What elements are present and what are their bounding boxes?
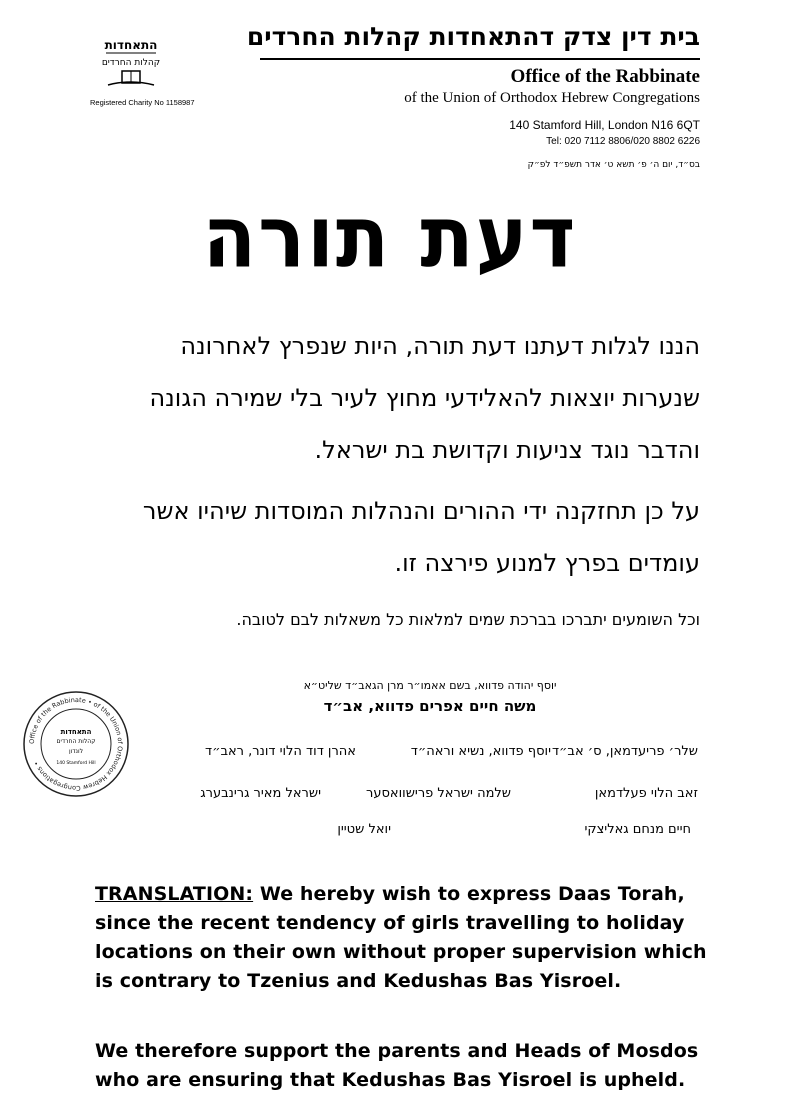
signature-name: יואל שטיין (337, 822, 391, 837)
stamp-inner-2: קהלות החרדים (56, 738, 96, 745)
signature-name: שלמה ישראל פרישוואסער (366, 786, 511, 801)
signature-name: שלר׳ פריעדמאן, ס׳ אב״ד (551, 744, 698, 759)
hebrew-date: בס״ד, יום ה׳ פ׳ תשא ט׳ אדר תשפ״ד לפ״ק (527, 160, 700, 170)
signature-name: יוסף פדווא, נשיא וראה״ד (410, 744, 551, 759)
beis-din-hebrew-title: בית דין צדק דהתאחדות קהלות החרדים (246, 22, 700, 51)
charity-number: Registered Charity No 1158987 (90, 98, 195, 107)
signature-name: ישראל מאיר גרינבערג (200, 786, 321, 801)
blessing-line: וכל השומעים יתברכו בברכת שמים למלאות כל משאלות לבם לטובה. (236, 610, 700, 629)
signature-name: זאב הלוי פעלדמאן (594, 786, 698, 801)
body-paragraph-1: הננו לגלות דעתנו דעת תורה, היות שנפרץ לאחרונה שנערות יוצאות להאלידעי מחוץ לעיר בלי שמירה הגונה והדבר נוגד צניעות וקדושת בת ישראל. (149, 332, 700, 464)
address-line: 140 Stamford Hill, London N16 6QT (509, 118, 700, 132)
stamp-inner-3: לונדון (69, 748, 83, 755)
stamp-inner-addr: 140 Stamford Hill (56, 761, 96, 766)
translation-paragraph-2: We therefore support the parents and Heads of Mosdos who are ensuring that Kedushas Bas Yisroel is upheld. (95, 1040, 699, 1091)
union-subtitle: of the Union of Orthodox Hebrew Congregations (404, 90, 700, 106)
signature-name: חיים מנחם גאליצקי (584, 822, 691, 837)
organization-logo (100, 35, 162, 93)
stamp-ring-text: Office of the Rabbinate • of the Union of Orthodox Hebrew Congregations • (27, 695, 125, 793)
main-title: דעת תורה (202, 188, 578, 288)
signature-name: אהרן דוד הלוי דונר, ראב״ד (205, 744, 356, 759)
telephone-line: Tel: 020 7112 8806/020 8802 6226 (546, 136, 700, 147)
translation-paragraph-1 (95, 880, 715, 996)
signature-head: משה חיים אפרים פדווא, אב״ד (323, 697, 537, 715)
translation-label: TRANSLATION: (95, 883, 254, 905)
header-divider (260, 58, 700, 60)
stamp-inner-1: התאחדות (60, 728, 92, 736)
translation-text-1: We hereby wish to express Daas Torah, since the recent tendency of girls travelling to holiday locations on their own without proper supervision which is contrary to Tzenius and Kedushas Bas Yisroel. (95, 883, 707, 992)
logo-text-1: התאחדות (104, 38, 158, 52)
rabbinate-stamp (22, 690, 130, 798)
signature-title-line: יוסף יהודה פדווא, בשם אאמו״ר מרן הגאב״ד שליט״א (303, 679, 557, 692)
body-paragraph-2: על כן תחזקנה ידי ההורים והנהלות המוסדות שיהיו אשר עומדים בפרץ למנוע פירצה זו. (142, 497, 700, 577)
logo-text-2: קהלות החרדים (101, 58, 161, 68)
office-title: Office of the Rabbinate (510, 66, 700, 87)
